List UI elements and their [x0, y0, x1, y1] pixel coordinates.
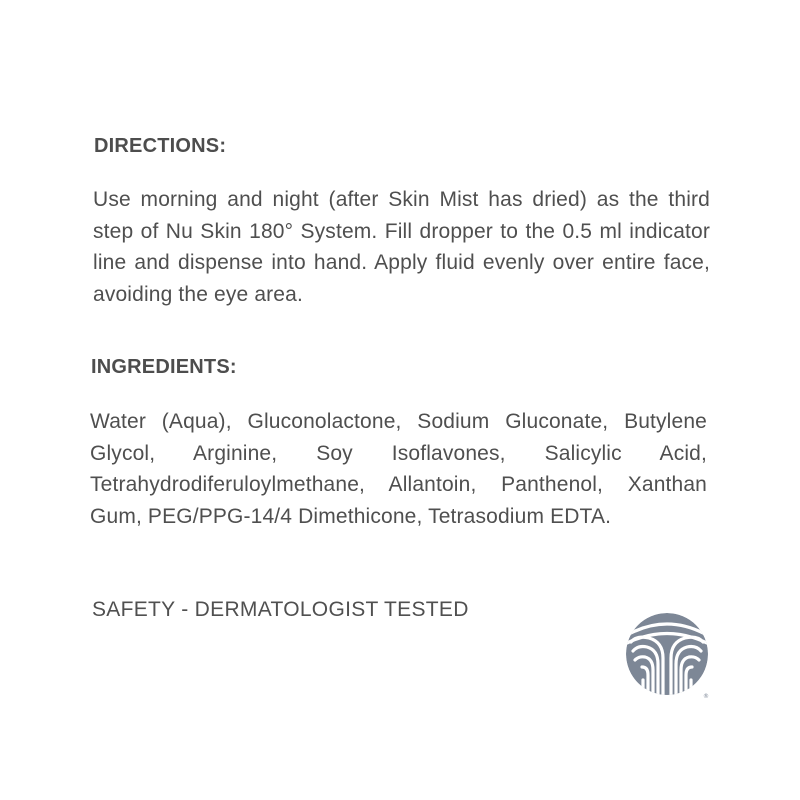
nu-skin-logo-icon: [625, 612, 713, 700]
safety-statement: SAFETY - DERMATOLOGIST TESTED: [92, 598, 469, 621]
ingredients-heading: INGREDIENTS:: [91, 356, 237, 378]
ingredients-text: Water (Aqua), Gluconolactone, Sodium Gluconate, Butylene Glycol, Arginine, Soy Isoflavones, Salicylic Acid, Tetrahydrodiferuloylmethane, Allantoin, Panthenol, Xanthan Gum, PEG/PPG-14/4 Dimethicone, Tetrasodium EDTA.: [90, 410, 707, 528]
directions-text: Use morning and night (after Skin Mist has dried) as the third step of Nu Skin 180° System. Fill dropper to the 0.5 ml indicator line and dispense into hand. Apply fluid evenly over entire face, avoiding the eye area.: [93, 188, 710, 306]
directions-heading: DIRECTIONS:: [94, 135, 227, 157]
registered-mark: ®: [703, 693, 709, 700]
